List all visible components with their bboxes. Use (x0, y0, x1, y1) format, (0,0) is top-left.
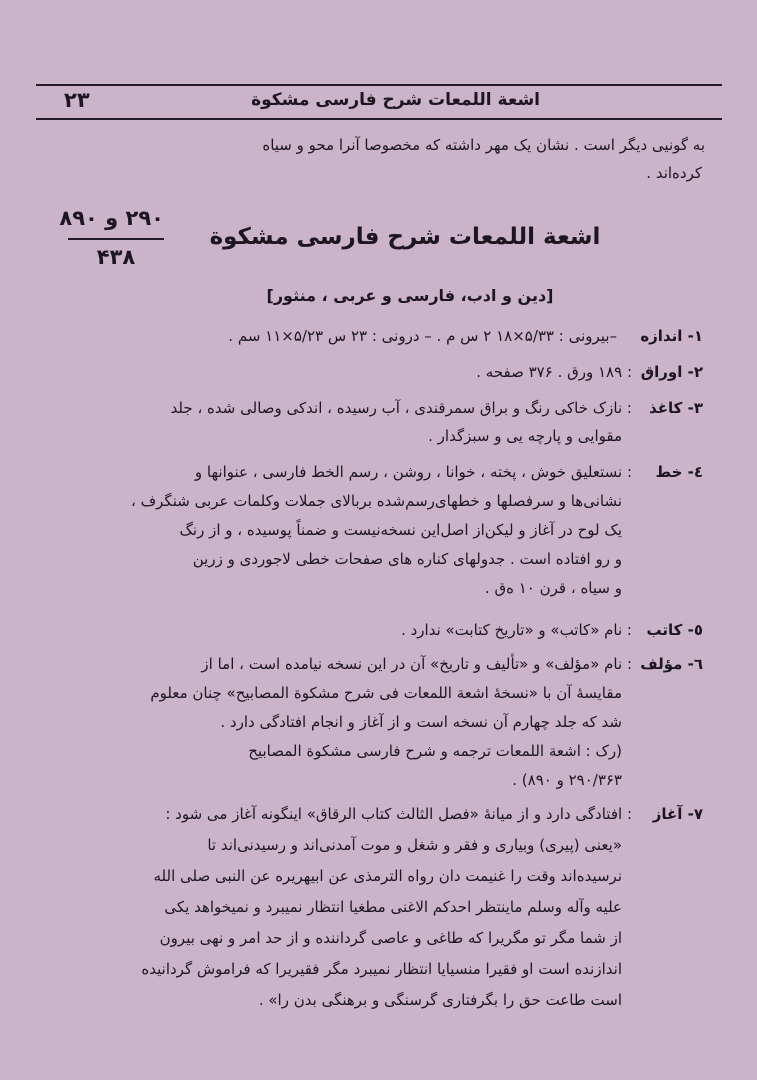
field-text-line: است طاعت حق را بگرفتاری گرسنگی و برهنگی بدن را» . (258, 991, 622, 1009)
field-text-line: یک لوح در آغاز و لیکن‌از اصل‌این نسخه‌نیست و ضمناً پوسیده ، و از رنگ (179, 521, 622, 539)
field-text-line: «یعنی (پیری) وبیاری و فقر و شغل و موت آمدنی‌اند و رسیدنی‌اند تا (207, 836, 622, 854)
page-header (36, 84, 722, 120)
field-text-line: : افتادگی دارد و از میانهٔ «فصل الثالث کتاب الرقاق» اینگونه آغاز می شود : (165, 805, 632, 823)
field-text-line: نشانی‌ها و سرفصلها و خطهای‌رسم‌شده بربالای جملات وکلمات عربی شنگرف ، (131, 492, 622, 510)
field-text-line: : نازک خاکی رنگ و براق سمرقندی ، آب رسیده ، اندکی وصالی شده ، جلد (170, 399, 632, 417)
page-number: ۲۳ (64, 88, 90, 112)
field-text-line: ۲۹۰/۳۶۳ و ۸۹۰) . (512, 771, 622, 789)
field-text-line: : نستعلیق خوش ، پخته ، خوانا ، روشن ، رسم الخط فارسی ، عنوانها و (194, 463, 632, 481)
field-text-line: : نام «مؤلف» و «تألیف و تاریخ» آن در این نسخه نیامده است ، اما از (201, 655, 632, 673)
manuscript-ref-numbers: ۲۹۰ و ۸۹۰ (59, 206, 164, 230)
field-text-line: شد که جلد چهارم آن نسخه است و از آغاز و انجام افتادگی دارد . (220, 713, 622, 731)
field-label-scribe: ٥- کاتب (646, 621, 703, 639)
field-label-size: ۱- اندازه (640, 327, 703, 345)
entry-subtitle: [دین و ادب، فارسی و عربی ، منثور] (266, 286, 554, 305)
ref-divider (68, 238, 164, 240)
field-text-size: –بیرونی : ۵/۳۳×۱۸ ۲ س م . – درونی : ۲۳ س ۵/۲۳×۱۱ سم . (228, 327, 617, 345)
field-label-author: ٦- مؤلف (640, 655, 703, 673)
field-label-paper: ۳- کاغذ (649, 399, 703, 417)
field-text-line: و رو افتاده است . جدولهای کناره های صفحات خطی لاجوردی و زرین (192, 550, 622, 568)
field-text-line: از شما مگر تو مگریرا که طاغی و عاصی گرداننده و از حد امر و نهی بیرون (159, 929, 622, 947)
field-text-folios: : ۱۸۹ ورق . ۳۷۶ صفحه . (476, 363, 632, 381)
manuscript-ref-number: ۴۳۸ (96, 245, 136, 269)
field-text-scribe: : نام «کاتب» و «تاریخ کتابت» ندارد . (401, 621, 632, 639)
field-text-line: اندازنده است او فقیرا منسیایا انتظار نمیبرد مگر فقیریرا که فراموش گردانیده (141, 960, 622, 978)
field-text-line: مقایسهٔ آن با «نسخهٔ اشعة اللمعات فی شرح مشکوة المصابیح» چنان معلوم (150, 684, 622, 702)
field-text-line: نرسیده‌اند وقت را غنیمت دان رواه الترمذی عن ابیهریره عن النبی صلی الله (153, 867, 622, 885)
field-text-line: (رک : اشعة اللمعات ترجمه و شرح فارسی مشکوة المصابیح (248, 742, 622, 760)
field-text-line: و سیاه ، قرن ۱۰ ه‌ق . (484, 579, 622, 597)
field-label-script: ٤- خط (655, 463, 703, 481)
field-text-line: علیه وآله وسلم ماینتظر احدکم الاغنی مطغیا انتظار نمیبرد و نمیخواهد یکی (164, 898, 622, 916)
entry-title: اشعة اللمعات شرح فارسی مشکوة (209, 224, 601, 250)
intro-line: کرده‌اند . (646, 164, 702, 182)
field-text-line: مقوایی و پارچه یی و سبزگدار . (428, 427, 622, 445)
running-title: اشعة اللمعات شرح فارسی مشکوة (251, 90, 540, 110)
field-label-folios: ۲- اوراق (640, 363, 703, 381)
intro-line: به گونیی دیگر است . نشان یک مهر داشته که مخصوصا آنرا محو و سیاه (262, 136, 705, 154)
field-label-incipit: ۷- آغاز (652, 805, 703, 823)
